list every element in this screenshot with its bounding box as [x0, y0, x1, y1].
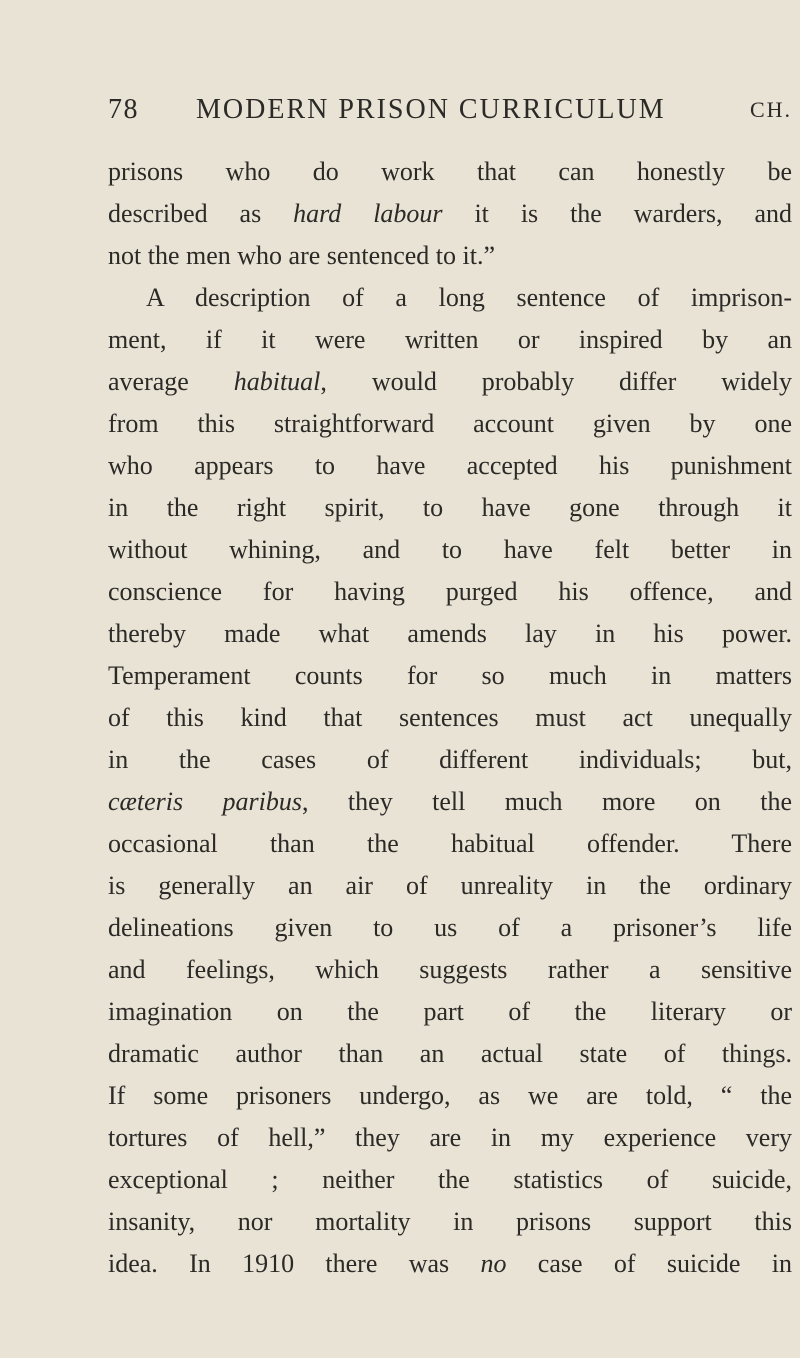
text-line-1: prisons who do work that can honestly be: [108, 157, 792, 186]
text-line-11: conscience for having purged his offence, and: [108, 577, 792, 606]
text-line-7: from this straightforward account given by one: [108, 409, 792, 438]
text-line-26: insanity, nor mortality in prisons support this: [108, 1207, 792, 1236]
text-line-19: delineations given to us of a prisoner’s life: [108, 913, 792, 942]
text-line-25: exceptional ; neither the statistics of suicide,: [108, 1165, 792, 1194]
text-line-22: dramatic author than an actual state of things.: [108, 1039, 792, 1068]
text-line-15: in the cases of different individuals; but,: [108, 745, 792, 774]
text-line-23: If some prisoners undergo, as we are told, “ the: [108, 1081, 792, 1110]
text-line-5: ment, if it were written or inspired by an: [108, 325, 792, 354]
text-line-12: thereby made what amends lay in his power.: [108, 619, 792, 648]
text-line-20: and feelings, which suggests rather a sensitive: [108, 955, 792, 984]
page-number: 78: [108, 94, 139, 125]
chapter-abbrev: CH.: [749, 97, 792, 122]
text-line-21: imagination on the part of the literary or: [108, 997, 792, 1026]
text-line-8: who appears to have accepted his punishment: [108, 451, 792, 480]
running-title: MODERN PRISON CURRICULUM: [196, 94, 666, 125]
text-line-6: average habitual, would probably differ widely: [108, 367, 792, 396]
text-line-2: described as hard labour it is the warders, and: [108, 199, 793, 228]
text-line-10: without whining, and to have felt better in: [108, 535, 792, 564]
text-line-24: tortures of hell,” they are in my experience very: [108, 1123, 792, 1152]
text-line-16: cæteris paribus, they tell much more on the: [108, 787, 792, 816]
text-line-14: of this kind that sentences must act unequally: [108, 703, 792, 732]
text-line-18: is generally an air of unreality in the ordinary: [108, 871, 792, 900]
text-line-9: in the right spirit, to have gone through it: [108, 493, 792, 522]
text-line-13: Temperament counts for so much in matters: [108, 661, 792, 690]
text-line-4: A description of a long sentence of imprison-: [146, 283, 792, 312]
text-line-27: idea. In 1910 there was no case of suicide in: [108, 1249, 793, 1278]
running-header: [108, 94, 792, 134]
text-line-17: occasional than the habitual offender. There: [108, 829, 792, 858]
text-line-3: not the men who are sentenced to it.”: [108, 241, 495, 270]
